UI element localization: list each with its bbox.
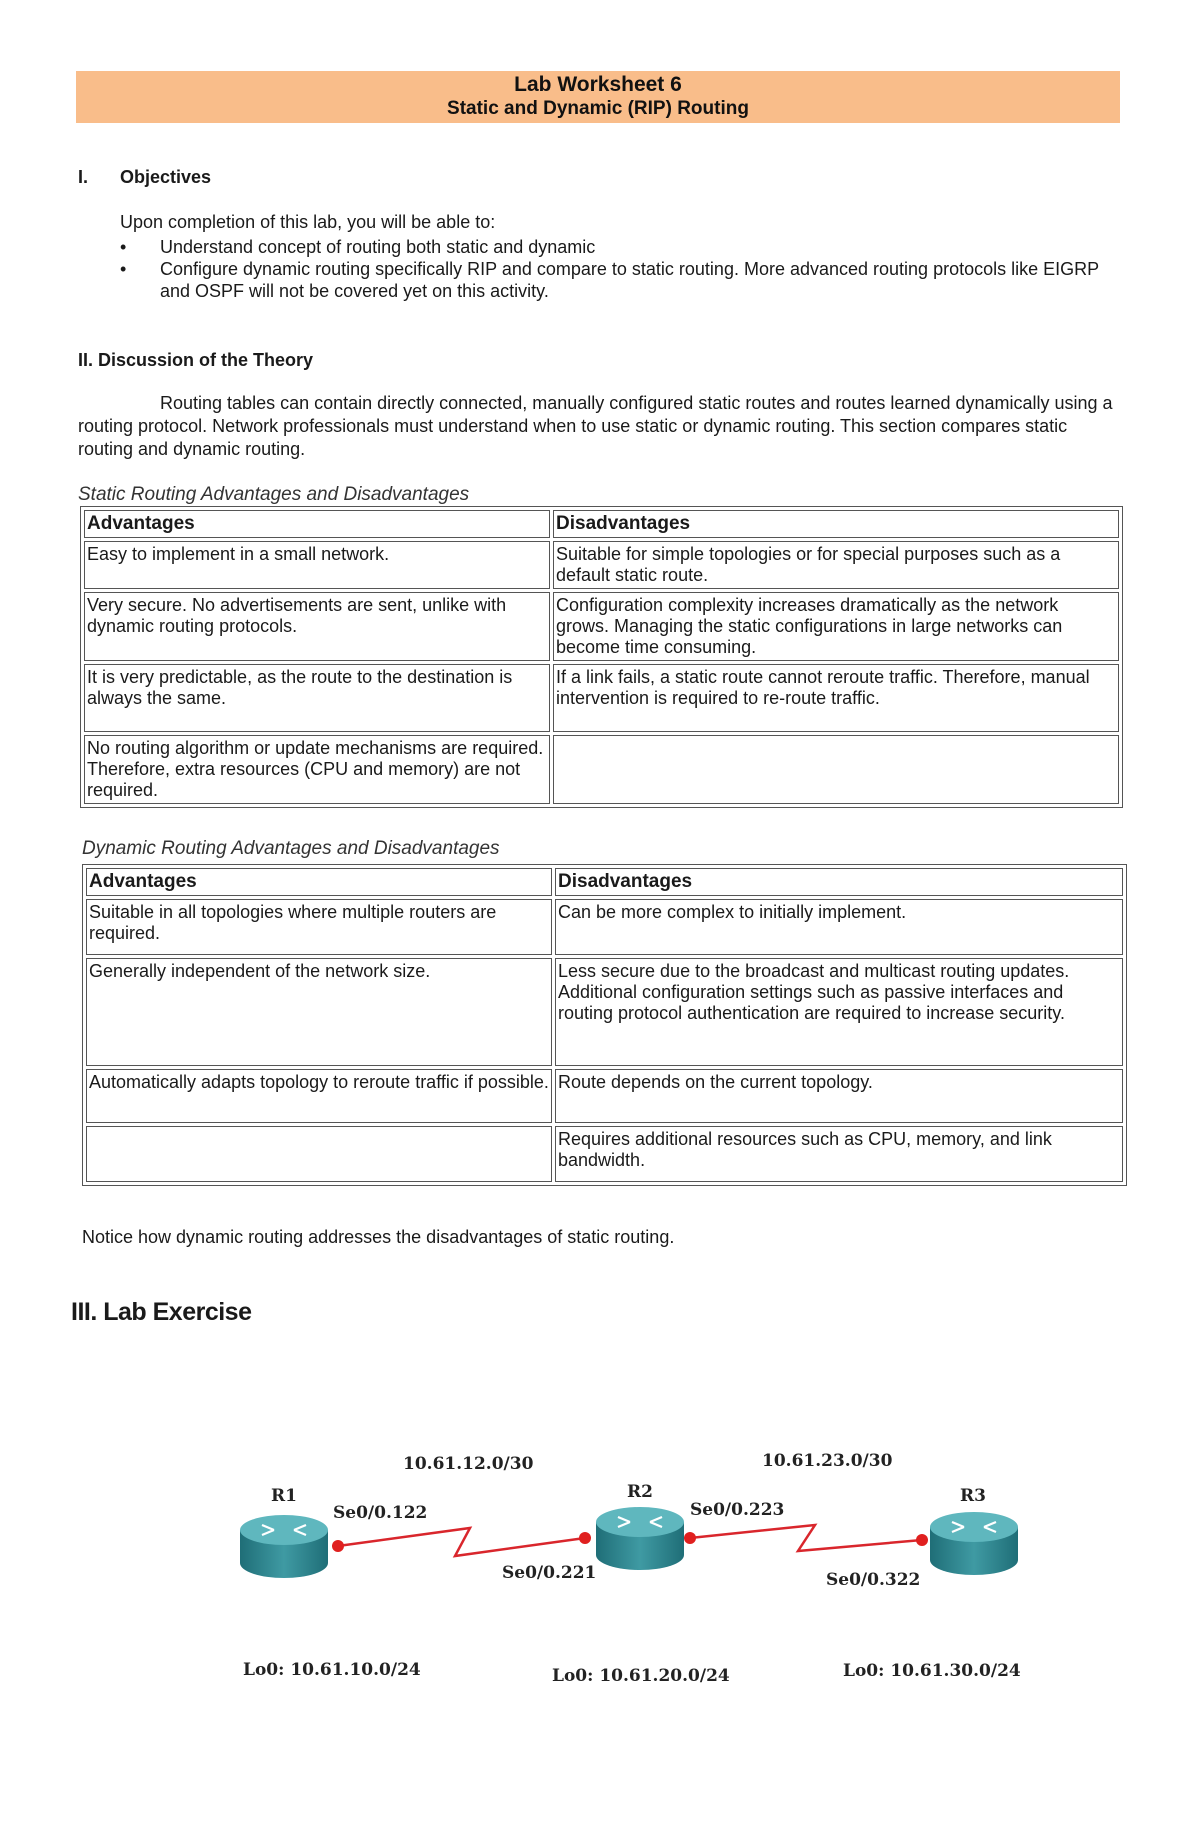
serial-link-r1-r2	[338, 1528, 585, 1556]
r2-left-serial-endpoint	[579, 1532, 591, 1544]
worksheet-title-banner	[76, 71, 1120, 123]
network-label-r2-r3: 10.61.23.0/30	[762, 1451, 893, 1471]
dynamic-adv-cell: Automatically adapts topology to reroute traffic if possible.	[86, 1069, 552, 1123]
dynamic-adv-cell	[86, 1126, 552, 1182]
worksheet-subtitle: Static and Dynamic (RIP) Routing	[447, 98, 749, 119]
static-dis-cell: If a link fails, a static route cannot reroute traffic. Therefore, manual intervention is required to re-route traffic.	[553, 664, 1119, 732]
serial-link-r2-r3	[690, 1525, 922, 1551]
static-col-advantages: Advantages	[84, 510, 550, 538]
dynamic-dis-cell: Can be more complex to initially implement.	[555, 899, 1123, 955]
objective-item: • Configure dynamic routing specifically RIP and compare to static routing. More advanced routing protocols like EIGRP and OSPF will not be covered yet on this activity.	[120, 258, 1120, 302]
static-adv-cell: Easy to implement in a small network.	[84, 541, 550, 589]
router-r2-label: R2	[627, 1482, 653, 1502]
static-col-disadvantages: Disadvantages	[553, 510, 1119, 538]
router-r3-label: R3	[960, 1486, 986, 1506]
notice-text: Notice how dynamic routing addresses the disadvantages of static routing.	[82, 1227, 675, 1247]
lab-exercise-heading: III. Lab Exercise	[71, 1298, 252, 1326]
r3-interface-label: Se0/0.322	[826, 1570, 921, 1590]
static-adv-cell: Very secure. No advertisements are sent, unlike with dynamic routing protocols.	[84, 592, 550, 661]
router-r2[interactable]	[596, 1507, 684, 1570]
r2-right-serial-endpoint	[684, 1532, 696, 1544]
dynamic-routing-table	[82, 864, 1127, 1186]
static-dis-cell	[553, 735, 1119, 804]
r3-loopback-label: Lo0: 10.61.30.0/24	[843, 1661, 1021, 1681]
network-topology-diagram	[0, 1400, 1200, 1720]
network-label-r1-r2: 10.61.12.0/30	[403, 1454, 534, 1474]
objective-item: • Understand concept of routing both static and dynamic	[120, 236, 1120, 258]
theory-heading: II. Discussion of the Theory	[78, 350, 314, 370]
dynamic-dis-cell: Less secure due to the broadcast and multicast routing updates. Additional configuration settings such as passive interfaces and routing protocol authentication are required to increase security.	[555, 958, 1123, 1066]
objectives-list	[120, 236, 1120, 302]
static-table-caption: Static Routing Advantages and Disadvantages	[78, 484, 470, 505]
dynamic-table-caption: Dynamic Routing Advantages and Disadvantages	[82, 838, 500, 859]
static-dis-cell: Suitable for simple topologies or for special purposes such as a default static route.	[553, 541, 1119, 589]
worksheet-title: Lab Worksheet 6	[514, 73, 682, 96]
r2-right-interface-label: Se0/0.223	[690, 1500, 785, 1520]
dynamic-adv-cell: Suitable in all topologies where multiple routers are required.	[86, 899, 552, 955]
static-adv-cell: No routing algorithm or update mechanisms are required. Therefore, extra resources (CPU and memory) are not required.	[84, 735, 550, 804]
static-routing-table	[80, 506, 1123, 808]
objectives-intro: Upon completion of this lab, you will be able to:	[120, 212, 496, 232]
r1-loopback-label: Lo0: 10.61.10.0/24	[243, 1660, 421, 1680]
r1-interface-label: Se0/0.122	[333, 1503, 428, 1523]
dynamic-dis-cell: Route depends on the current topology.	[555, 1069, 1123, 1123]
r2-left-interface-label: Se0/0.221	[502, 1563, 597, 1583]
r2-loopback-label: Lo0: 10.61.20.0/24	[552, 1666, 730, 1686]
objectives-numeral: I.	[78, 167, 89, 187]
r1-serial-endpoint	[332, 1540, 344, 1552]
dynamic-col-disadvantages: Disadvantages	[555, 868, 1123, 896]
dynamic-dis-cell: Requires additional resources such as CPU, memory, and link bandwidth.	[555, 1126, 1123, 1182]
dynamic-col-advantages: Advantages	[86, 868, 552, 896]
objectives-heading: Objectives	[120, 167, 212, 187]
static-dis-cell: Configuration complexity increases dramatically as the network grows. Managing the static configurations in large networks can become time consuming.	[553, 592, 1119, 661]
r3-serial-endpoint	[916, 1534, 928, 1546]
router-r1[interactable]	[240, 1515, 328, 1578]
dynamic-adv-cell: Generally independent of the network size.	[86, 958, 552, 1066]
static-adv-cell: It is very predictable, as the route to the destination is always the same.	[84, 664, 550, 732]
router-r1-label: R1	[271, 1486, 297, 1506]
theory-paragraph: Routing tables can contain directly connected, manually configured static routes and routes learned dynamically using a routing protocol. Network professionals must understand when to use static or dynamic routing. This section compares static routing and dynamic routing.	[78, 393, 1113, 459]
router-r3[interactable]	[930, 1512, 1018, 1575]
